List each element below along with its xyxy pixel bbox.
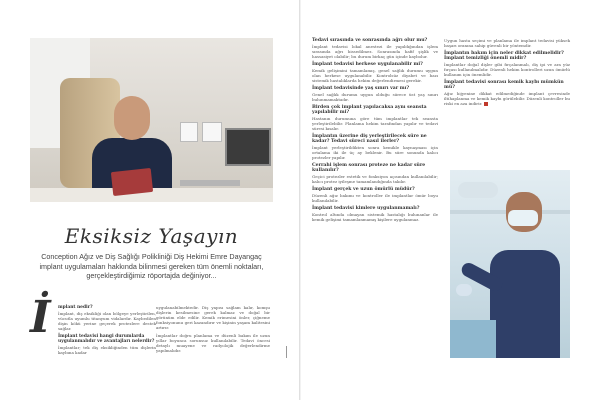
right-column-2	[444, 38, 570, 109]
answer-text: Ağız hijyenine dikkat edilmediğinde implant çevresinde iltihaplanma ve kemik kaybı görülebilir. Düzenli kontroller bu riski en aza indirir.	[444, 91, 570, 106]
answer-text: İmplantlar doğal dişler gibi fırçalanmalı, diş ipi ve ara yüz fırçası kullanılmalıdır. Düzenli hekim kontrolleri uzun ömürlü kullanım için önemlidir.	[444, 62, 570, 77]
drop-cap: İ	[30, 292, 51, 343]
answer-text: İmplant tedavisi lokal anestezi ile yapıldığından işlem sırasında ağrı hissedilmez. Sonrasında hafif şişlik ve hassasiyet olabilir; bu durum birkaç gün içinde kaybolur.	[312, 44, 438, 59]
question-heading: mplant nedir?	[58, 305, 93, 310]
article-lead: Conception Ağız ve Diş Sağlığı Polikliniği Diş Hekimi Emre Dayangaç implant uygulamaları hakkında bilinmesi gereken tüm önemli noktaları, gerçekleştirdiğimiz röportajda değiniyor...	[39, 252, 264, 281]
question-heading: İmplant tedavisi herkese uygulanabilir mi?	[312, 62, 423, 67]
answer-text: Uygun hasta seçimi ve planlama ile implant tedavisi yüksek başarı oranına sahip güvenli bir yöntemdir.	[444, 38, 570, 48]
answer-text: İmplant yerleştirildikten sonra kemikle kaynaşması için ortalama iki ile üç ay beklenir. Bu süre sonunda kalıcı protezler yapılır.	[312, 145, 438, 160]
question-heading: Birden çok implant yapılacaksa aynı seansta yapılabilir mi?	[312, 105, 427, 115]
column-divider	[286, 346, 287, 358]
question-heading: Tedavi sırasında ve sonrasında ağrı olur mu?	[312, 38, 428, 43]
answer-text: uygulanabilmektedir. Diş yapısı sağlam kalır, komşu dişlerin kesilmesine gerek kalmaz ve doğal bir görünüm elde edilir. Kemik erimesini önler, çiğneme fonksiyonunu geri kazandırır ve kişinin yaşam kalitesini artırır.	[156, 305, 270, 330]
answer-text: Hastanın durumuna göre tüm implantlar tek seansta yerleştirilebilir. Planlama hekim tarafından yapılır ve tedavi süresi kısalır.	[312, 116, 438, 131]
doctor-office-photo	[30, 38, 273, 202]
answer-text: Düzenli ağız bakımı ve kontroller ile implantlar ömür boyu kullanılabilir.	[312, 193, 438, 203]
article-title: Eksiksiz Yaşayın	[64, 224, 239, 248]
dentist-treatment-photo	[450, 170, 570, 358]
question-heading: İmplant tedavisinde yaş sınırı var mı?	[312, 86, 410, 91]
page-gutter	[299, 0, 301, 400]
question-heading: Cerrahi işlem sonrası proteze ne kadar süre kullanılır?	[312, 163, 426, 173]
question-heading: İmplant tedavisi sonrası kemik kaybı mümkün mü?	[444, 80, 564, 90]
answer-text: Kemik gelişimini tamamlamış, genel sağlık durumu uygun olan herkese uygulanabilir. Kontrolsüz diyabet ve bazı sistemik hastalıklarda hekim değerlendirmesi gerekir.	[312, 68, 438, 83]
answer-text: Genel sağlık durumu uygun olduğu sürece üst yaş sınırı bulunmamaktadır.	[312, 92, 438, 102]
question-heading: İmplantın üzerine diş yerleştirilecek süre ne kadar? Tedavi süreci nasıl ilerler?	[312, 134, 427, 144]
answer-text: İmplantlar; tek diş eksikliğinden tüm dişlerin kaybına kadar	[58, 345, 156, 355]
question-heading: İmplant tedavisi kimlere uygulanmamalı?	[312, 206, 420, 211]
right-column-1	[312, 38, 438, 225]
left-column-2	[156, 305, 270, 356]
left-column-1	[58, 305, 156, 358]
question-heading: İmplant gerçek ve uzun ömürlü müdür?	[312, 187, 415, 192]
answer-text: Geçici protezler estetik ve fonksiyon açısından kullanılabilir; kalıcı protez iyileşme tamamlandığında takılır.	[312, 174, 438, 184]
article-end-icon	[484, 102, 488, 106]
question-heading: İmplant tedavisi hangi durumlarda uygulanmalıdır ve avantajları nelerdir?	[58, 334, 155, 344]
question-heading: İmplantın bakım için neler dikkat edilmelidir? İmplant temizliği önemli midir?	[444, 51, 564, 61]
answer-text: İmplant, diş eksikliği olan bölgeye yerleştirilen, vücutla uyumlu titanyum vidalardır. Kaybedilen dişin kökü yerine geçerek protezlere destek sağlar.	[58, 311, 156, 331]
answer-text: Kontrol altında olmayan sistemik hastalığı bulunanlar ile kemik gelişimi tamamlanmamış kişilere uygulanmaz.	[312, 212, 438, 222]
answer-text: İmplantlar doğru planlama ve düzenli bakım ile uzun yıllar boyunca sorunsuz kullanılabilir. Tedavi öncesi detaylı muayene ve radyolojik değerlendirme yapılmalıdır.	[156, 333, 270, 353]
